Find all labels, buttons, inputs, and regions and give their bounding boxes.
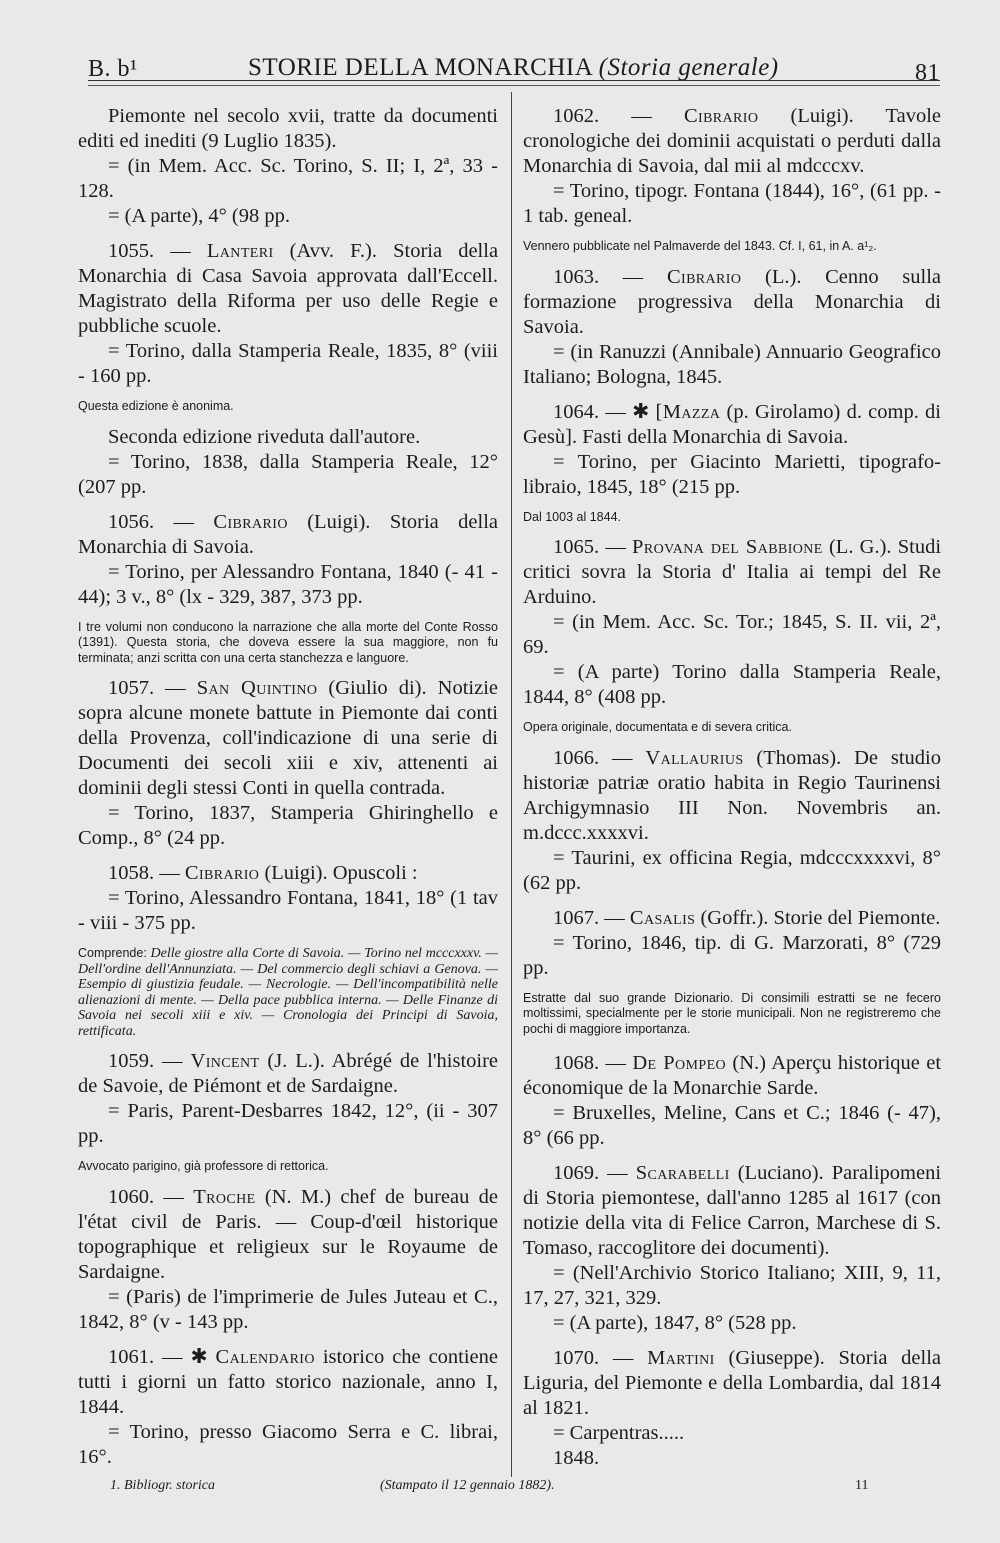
- entry-publication: = Torino, presso Giacomo Serra e C. librai, 16°.: [78, 1420, 498, 1468]
- entry-date: 1848.: [553, 1447, 600, 1469]
- footer-signature-title: 1. Bibliogr. storica: [110, 1478, 216, 1493]
- entry-author: Casalis: [629, 906, 696, 929]
- entry-note: Vennero pubblicate nel Palmaverde del 1843. Cf. I, 61, in A. a¹₂.: [523, 239, 877, 253]
- entry-author: Provana del Sabbione: [632, 536, 823, 558]
- entry-number: 1067. —: [553, 906, 625, 929]
- page-number: 81: [915, 60, 940, 86]
- entry-author: Cibrario: [213, 510, 288, 533]
- entry-note: I tre volumi non conducono la narrazione che alla morte del Conte Rosso (1391). Questa storia, che doveva essere la sua maggiore, non fu terminata; anzi scritta con una certa stanchezza e languore.: [78, 619, 498, 665]
- entry-title: (Thomas). De studio historiæ patriæ oratio habita in Regio Taurinensi Archigymnasio III Non. Novembris an. m.dccc.xxxxvi.: [523, 746, 941, 844]
- entry-1054-continued: [78, 104, 498, 229]
- column-divider: [511, 92, 512, 1477]
- entry-author: Scarabelli: [635, 1162, 730, 1184]
- entry-title: (J. L.). Abrégé de l'histoire de Savoie, de Piémont et de Sardaigne.: [78, 1050, 499, 1097]
- entry-publication: = Torino, tipogr. Fontana (1844), 16°, (61 pp. - 1 tab. geneal.: [523, 180, 941, 227]
- entry-number: 1061. — ✱: [108, 1345, 208, 1368]
- entry-author: Calendario: [215, 1345, 315, 1368]
- entry-publication: = Torino, per Giacinto Marietti, tipografo-libraio, 1845, 18° (215 pp.: [523, 450, 941, 498]
- entry-number: 1069. —: [553, 1162, 628, 1184]
- note-lead: Comprende:: [78, 946, 147, 960]
- entry-author: Troche: [193, 1185, 256, 1208]
- entry-title: (Luigi). Tavole cronologiche dei dominii acquistati o perduti dalla Monarchia di Savoia, dal mii al mdcccxv.: [523, 105, 941, 177]
- entry-1061: [78, 1345, 498, 1470]
- entry-1060: [78, 1185, 498, 1335]
- entry-1062: [523, 104, 941, 255]
- entry-number: 1070. —: [553, 1347, 634, 1369]
- entry-author: Vincent: [190, 1050, 260, 1072]
- entry-publication: = Carpentras.....: [553, 1422, 685, 1444]
- entry-publication: = (Nell'Archivio Storico Italiano; XIII, 9, 11, 17, 27, 321, 329.: [523, 1262, 941, 1309]
- entry-title: (p. Girolamo) d. comp. di Gesù]. Fasti della Monarchia di Savoia.: [523, 400, 942, 448]
- entry-note: Questa edizione è anonima.: [78, 399, 234, 413]
- entry-number: 1064. — ✱: [553, 400, 650, 423]
- entry-1055: [78, 239, 498, 500]
- entry-number: 1065. —: [553, 536, 626, 558]
- entry-1064: [523, 400, 941, 526]
- entry-number: 1066. —: [553, 746, 633, 769]
- page-title: [248, 54, 779, 82]
- entry-publication: = (A parte) Torino dalla Stamperia Reale, 1844, 8° (408 pp.: [523, 661, 941, 708]
- header-rule: [88, 80, 940, 81]
- entry-1058: [78, 861, 498, 1039]
- entry-title: (Luigi). Storia della Monarchia di Savoia.: [78, 510, 499, 558]
- entry-publication: = (A parte), 4° (98 pp.: [108, 205, 291, 227]
- entry-number: 1055. —: [108, 240, 191, 262]
- entry-note: Avvocato parigino, già professore di rettorica.: [78, 1159, 329, 1173]
- left-column: [78, 104, 498, 1470]
- entry-1057: [78, 676, 498, 851]
- entry-author: Cibrario: [666, 265, 742, 288]
- entry-number: 1058. —: [108, 862, 180, 884]
- entry-publication: = (in Mem. Acc. Sc. Torino, S. II; I, 2ª, 33 - 128.: [78, 155, 498, 202]
- entry-publication: = Taurini, ex officina Regia, mdcccxxxxvi, 8° (62 pp.: [523, 846, 941, 894]
- entry-publication: = Torino, Alessandro Fontana, 1841, 18° (1 tav - viii - 375 pp.: [78, 887, 498, 934]
- entry-number: 1068. —: [553, 1052, 626, 1074]
- entry-number: 1063. —: [553, 265, 644, 288]
- note-contents: Delle giostre alla Corte di Savoia. — Torino nel mcccxxxv. — Dell'ordine dell'Annunziata. — Del commercio degli schiavi a Genova. — Esempio di giustizia feudale. — Necrologie. — Dell'incompatibilità nelle alienazioni di mente. — Della pace pubblica interna. — Delle Finanze di Savoia nei secoli xiii e xiv. — Cronologia dei Principi di Savoia, rettificata.: [78, 946, 498, 1039]
- footer-print-date: (Stampato il 12 gennaio 1882).: [380, 1478, 555, 1493]
- entry-note: Estratte dal suo grande Dizionario. Di consimili estratti se ne fecero moltissimi, specialmente per le storie municipali. Non ne registreremo che pochi di maggiore importanza.: [523, 990, 941, 1036]
- entry-publication: = (in Ranuzzi (Annibale) Annuario Geografico Italiano; Bologna, 1845.: [523, 340, 941, 388]
- entry-edition: Seconda edizione riveduta dall'autore.: [108, 425, 421, 448]
- entry-1068: [523, 1051, 941, 1151]
- entry-title: (N. M.) chef de bureau de l'état civil de Paris. — Coup-d'œil historique topographique et religieux sur le Royaume de Sardaigne.: [78, 1185, 499, 1283]
- header-title: STORIE DELLA MONARCHIA: [248, 54, 592, 81]
- entry-note: Dal 1003 al 1844.: [523, 509, 621, 524]
- entry-title: (Luciano). Paralipomeni di Storia piemontese, dall'anno 1285 al 1617 (con notizie della vita di Felice Carron, Marchese di S. Tomaso, raccoglitore dei documenti).: [523, 1162, 942, 1259]
- entry-number: 1056. —: [108, 510, 195, 533]
- entry-title: (L. G.). Studi critici sovra la Storia d' Italia ai tempi del Re Arduino.: [523, 536, 942, 608]
- entry-number: 1062. —: [553, 105, 652, 127]
- entry-title: (Luigi). Opuscoli :: [264, 862, 418, 884]
- entry-1059: [78, 1049, 498, 1175]
- entry-author: San Quintino: [196, 677, 318, 699]
- entry-1066: [523, 746, 941, 896]
- entry-publication: = Torino, per Alessandro Fontana, 1840 (- 41 - 44); 3 v., 8° (lx - 329, 387, 373 pp.: [78, 560, 498, 608]
- entry-1069: [523, 1161, 941, 1336]
- entry-author: Martini: [647, 1347, 715, 1369]
- entry-1056: [78, 510, 498, 667]
- entry-publication: = (Paris) de l'imprimerie de Jules Juteau et C., 1842, 8° (v - 143 pp.: [78, 1285, 498, 1333]
- entry-title: (N.) Aperçu historique et économique de la Monarchie Sarde.: [523, 1052, 942, 1099]
- entry-publication: = Paris, Parent-Desbarres 1842, 12°, (ii - 307 pp.: [78, 1100, 498, 1147]
- entry-author: Vallaurius: [645, 746, 744, 769]
- entry-title: (Goffr.). Storie del Piemonte.: [700, 906, 941, 929]
- entry-number: 1057. —: [108, 677, 186, 699]
- entry-author: De Pompeo: [632, 1052, 727, 1074]
- header-rule-thin: [88, 85, 940, 86]
- entry-title: (Avv. F.). Storia della Monarchia di Casa Savoia approvata dall'Eccell. Magistrato della Riforma per uso delle Regie e pubbliche scuole.: [78, 240, 499, 337]
- entry-text: Piemonte nel secolo xvii, tratte da documenti editi ed inediti (9 Luglio 1835).: [78, 105, 498, 152]
- footer-signature-mark: 11: [855, 1478, 869, 1493]
- entry-1067: [523, 906, 941, 1038]
- header-subtitle: (Storia generale): [598, 54, 779, 81]
- entry-note: [78, 946, 498, 1039]
- entry-author: Cibrario: [184, 862, 260, 884]
- entry-author: [Mazza: [655, 400, 721, 423]
- entry-1063: [523, 265, 941, 390]
- entry-title: istorico che contiene tutti i giorni un fatto storico nazionale, anno I, 1844.: [78, 1345, 499, 1418]
- entry-publication: = Torino, dalla Stamperia Reale, 1835, 8° (viii - 160 pp.: [78, 340, 498, 387]
- entry-title: (L.). Cenno sulla formazione progressiva della Monarchia di Savoia.: [523, 265, 942, 338]
- right-column: [523, 104, 941, 1471]
- entry-1070: [523, 1346, 941, 1471]
- entry-1065: [523, 535, 941, 736]
- entry-publication: = (A parte), 1847, 8° (528 pp.: [553, 1312, 797, 1334]
- entry-author: Lanteri: [206, 240, 274, 262]
- entry-publication: = Torino, 1846, tip. di G. Marzorati, 8° (729 pp.: [523, 931, 941, 979]
- entry-number: 1059. —: [108, 1050, 183, 1072]
- section-mark: B. b¹: [88, 56, 138, 82]
- entry-publication: = Torino, 1837, Stamperia Ghiringhello e Comp., 8° (24 pp.: [78, 802, 498, 849]
- entry-title: (Giulio di). Notizie sopra alcune monete battute in Piemonte dai conti della Provenza, coll'indicazione di una serie di Documenti dei secoli xiii e xiv, attenenti ai dominii degli stessi Conti in quella contrada.: [78, 677, 498, 799]
- entry-author: Cibrario: [683, 105, 759, 127]
- entry-publication: = Torino, 1838, dalla Stamperia Reale, 12° (207 pp.: [78, 450, 498, 498]
- entry-number: 1060. —: [108, 1185, 184, 1208]
- entry-publication: = (in Mem. Acc. Sc. Tor.; 1845, S. II. vii, 2ª, 69.: [523, 611, 941, 658]
- entry-publication: = Bruxelles, Meline, Cans et C.; 1846 (- 47), 8° (66 pp.: [523, 1102, 941, 1149]
- entry-note: Opera originale, documentata e di severa critica.: [523, 720, 792, 734]
- entry-title: (Giuseppe). Storia della Liguria, del Piemonte e della Lombardia, dal 1814 al 1821.: [523, 1347, 942, 1419]
